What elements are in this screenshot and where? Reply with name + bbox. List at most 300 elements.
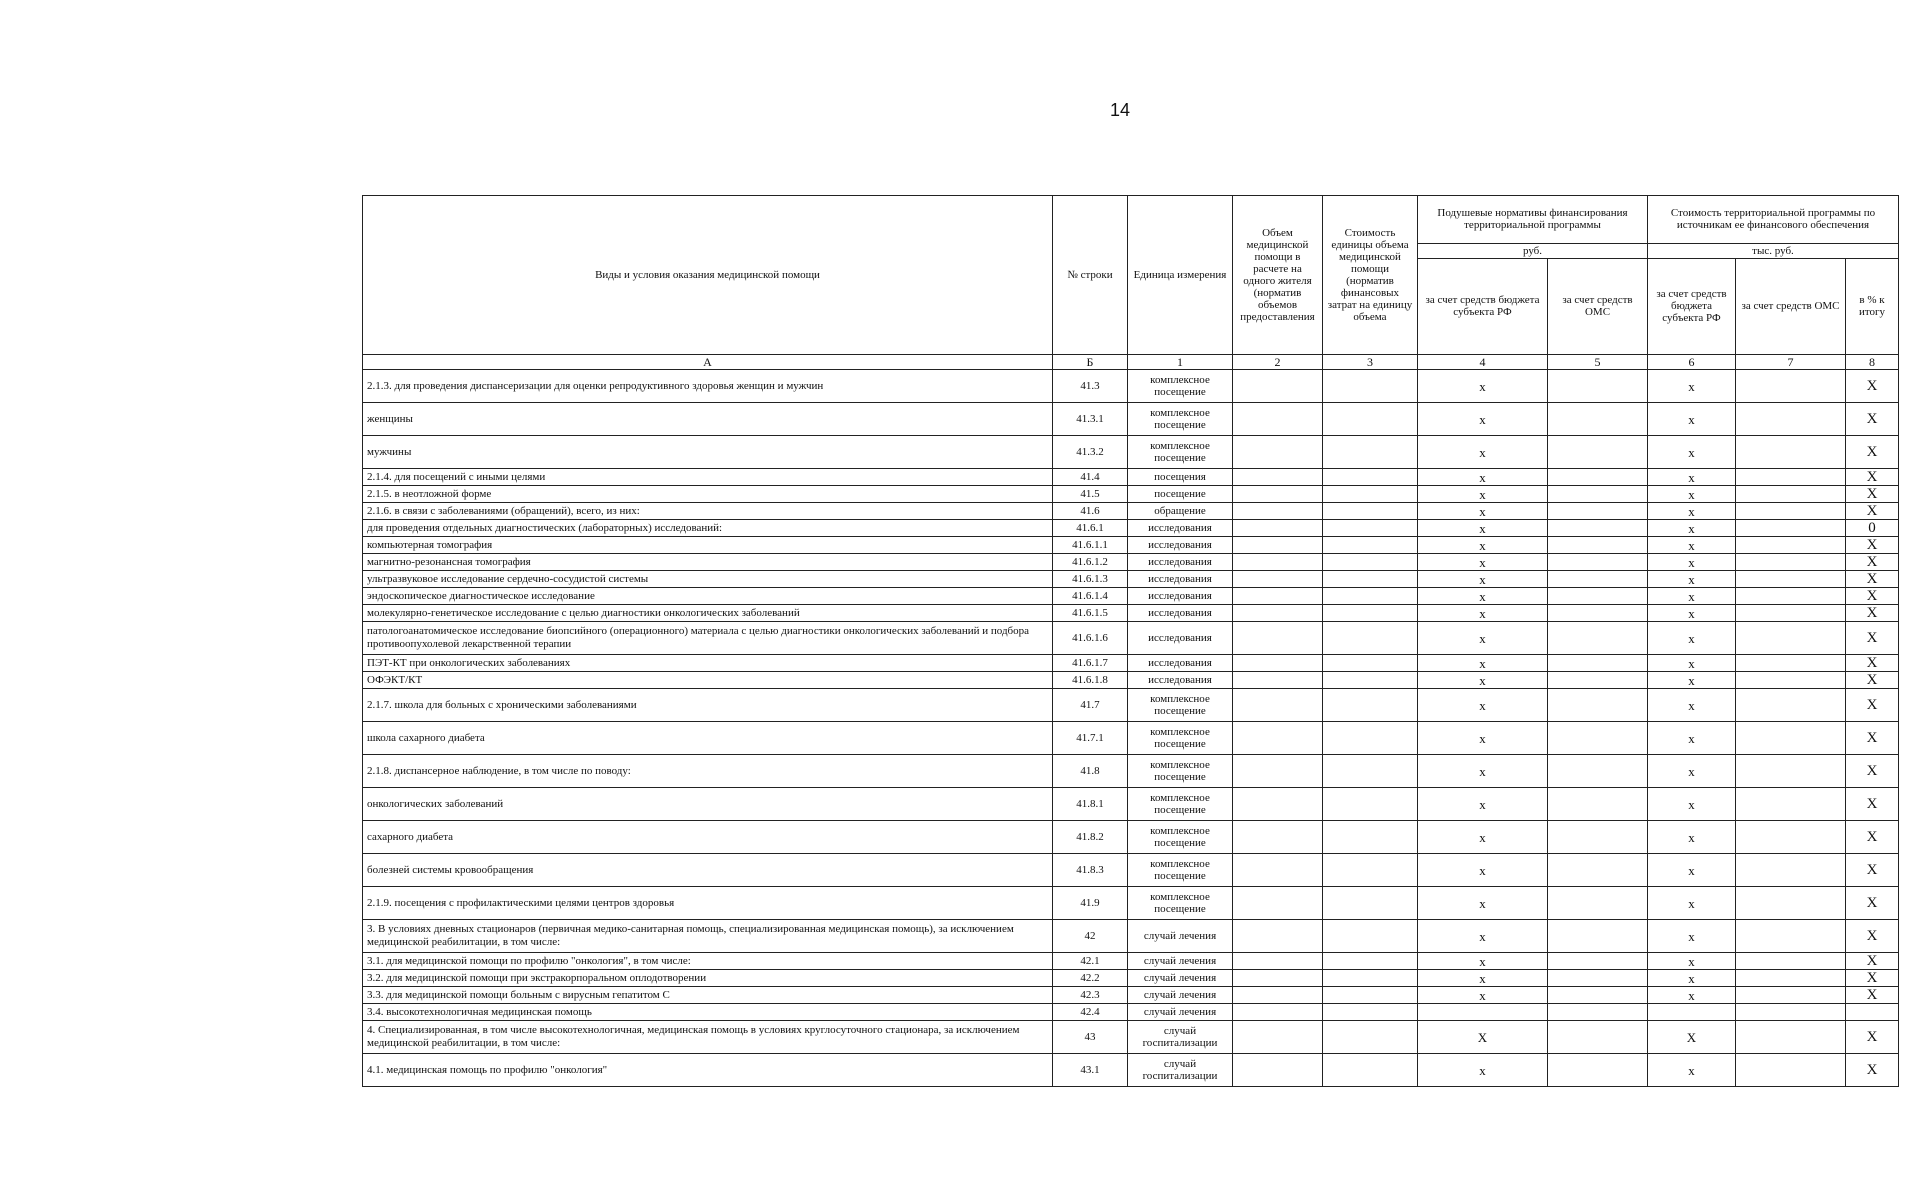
row-col-6: x (1648, 588, 1736, 605)
row-col-7 (1736, 537, 1846, 554)
row-col-6: X (1648, 1021, 1736, 1054)
row-unit: исследования (1128, 520, 1233, 537)
table-row (363, 655, 1899, 672)
row-col-4: x (1418, 755, 1548, 788)
header-index-row (363, 355, 1899, 370)
row-col-7 (1736, 588, 1846, 605)
row-number: 42.1 (1053, 953, 1128, 970)
row-number: 41.3 (1053, 370, 1128, 403)
row-col-4: x (1418, 486, 1548, 503)
row-col-6: x (1648, 571, 1736, 588)
header-col-6: за счет средств бюджета субъекта РФ (1648, 258, 1736, 354)
row-col-7 (1736, 622, 1846, 655)
row-col-8: X (1846, 722, 1899, 755)
row-col-3 (1323, 469, 1418, 486)
row-col-4: x (1418, 689, 1548, 722)
row-col-2 (1233, 469, 1323, 486)
row-name: патологоанатомическое исследование биопсийного (операционного) материала с целью диагностики онкологических заболеваний и подбора противоопухолевой лекарственной терапии (363, 622, 1053, 655)
row-col-7 (1736, 503, 1846, 520)
row-col-7 (1736, 370, 1846, 403)
row-col-8: X (1846, 469, 1899, 486)
row-col-4: x (1418, 622, 1548, 655)
row-unit: комплексное посещение (1128, 722, 1233, 755)
row-col-7 (1736, 987, 1846, 1004)
row-col-7 (1736, 554, 1846, 571)
row-col-6: x (1648, 403, 1736, 436)
row-col-5 (1548, 469, 1648, 486)
row-col-2 (1233, 554, 1323, 571)
row-name: 2.1.7. школа для больных с хроническими заболеваниями (363, 689, 1053, 722)
row-col-8: X (1846, 672, 1899, 689)
table-row (363, 571, 1899, 588)
row-col-5 (1548, 503, 1648, 520)
row-col-5 (1548, 622, 1648, 655)
row-col-6: x (1648, 520, 1736, 537)
row-number: 41.9 (1053, 887, 1128, 920)
row-unit: исследования (1128, 622, 1233, 655)
row-col-3 (1323, 605, 1418, 622)
row-unit: комплексное посещение (1128, 755, 1233, 788)
row-unit: случай лечения (1128, 987, 1233, 1004)
row-col-3 (1323, 854, 1418, 887)
row-col-3 (1323, 537, 1418, 554)
row-col-7 (1736, 722, 1846, 755)
table-row (363, 1021, 1899, 1054)
index-7: 7 (1736, 355, 1846, 370)
row-unit: комплексное посещение (1128, 854, 1233, 887)
row-name: 4.1. медицинская помощь по профилю "онкология" (363, 1054, 1053, 1087)
table-row (363, 469, 1899, 486)
row-col-5 (1548, 672, 1648, 689)
table-row (363, 537, 1899, 554)
row-col-3 (1323, 622, 1418, 655)
program-table-container (362, 195, 1898, 1087)
row-col-8: X (1846, 987, 1899, 1004)
row-col-3 (1323, 887, 1418, 920)
row-number: 41.6.1.5 (1053, 605, 1128, 622)
row-col-4: x (1418, 403, 1548, 436)
row-col-8: X (1846, 755, 1899, 788)
row-col-7 (1736, 1021, 1846, 1054)
row-col-2 (1233, 605, 1323, 622)
row-number: 41.4 (1053, 469, 1128, 486)
row-name: 2.1.3. для проведения диспансеризации для оценки репродуктивного здоровья женщин и мужчин (363, 370, 1053, 403)
row-col-6: x (1648, 605, 1736, 622)
row-col-8: 0 (1846, 520, 1899, 537)
table-row (363, 755, 1899, 788)
row-name: ПЭТ-КТ при онкологических заболеваниях (363, 655, 1053, 672)
row-col-7 (1736, 655, 1846, 672)
row-col-3 (1323, 370, 1418, 403)
row-col-6: x (1648, 821, 1736, 854)
row-col-3 (1323, 403, 1418, 436)
row-col-4: x (1418, 520, 1548, 537)
row-col-3 (1323, 821, 1418, 854)
row-col-6: x (1648, 953, 1736, 970)
row-col-8: X (1846, 537, 1899, 554)
row-col-3 (1323, 486, 1418, 503)
row-col-8: X (1846, 622, 1899, 655)
row-col-8: X (1846, 1054, 1899, 1087)
row-col-4 (1418, 1004, 1548, 1021)
row-col-8: X (1846, 588, 1899, 605)
row-col-6: x (1648, 689, 1736, 722)
row-col-8: X (1846, 605, 1899, 622)
row-col-3 (1323, 520, 1418, 537)
row-col-6: x (1648, 1054, 1736, 1087)
row-col-2 (1233, 689, 1323, 722)
row-col-2 (1233, 987, 1323, 1004)
row-name: магнитно-резонансная томография (363, 554, 1053, 571)
row-col-4: x (1418, 672, 1548, 689)
row-name: 4. Специализированная, в том числе высокотехнологичная, медицинская помощь в условиях круглосуточного стационара, за исключением медицинской реабилитации, в том числе: (363, 1021, 1053, 1054)
row-number: 41.3.1 (1053, 403, 1128, 436)
row-col-7 (1736, 788, 1846, 821)
row-col-4: x (1418, 821, 1548, 854)
row-number: 42 (1053, 920, 1128, 953)
row-name: ультразвуковое исследование сердечно-сосудистой системы (363, 571, 1053, 588)
row-col-3 (1323, 1054, 1418, 1087)
row-col-6: x (1648, 436, 1736, 469)
row-col-8: X (1846, 403, 1899, 436)
row-col-8: X (1846, 788, 1899, 821)
row-col-2 (1233, 1004, 1323, 1021)
row-col-8: X (1846, 370, 1899, 403)
row-col-7 (1736, 953, 1846, 970)
row-col-2 (1233, 970, 1323, 987)
row-col-6: x (1648, 537, 1736, 554)
row-unit: комплексное посещение (1128, 887, 1233, 920)
row-col-5 (1548, 1054, 1648, 1087)
table-body (363, 370, 1899, 1087)
row-col-5 (1548, 1021, 1648, 1054)
row-unit: посещение (1128, 486, 1233, 503)
header-col-1: Единица измерения (1128, 196, 1233, 355)
row-col-3 (1323, 554, 1418, 571)
row-col-6: x (1648, 503, 1736, 520)
row-name: 3.2. для медицинской помощи при экстракорпоральном оплодотворении (363, 970, 1053, 987)
row-col-8: X (1846, 920, 1899, 953)
row-unit: случай лечения (1128, 970, 1233, 987)
index-2: 2 (1233, 355, 1323, 370)
row-col-5 (1548, 953, 1648, 970)
row-col-5 (1548, 689, 1648, 722)
table-row (363, 486, 1899, 503)
row-col-3 (1323, 655, 1418, 672)
row-col-8: X (1846, 821, 1899, 854)
row-col-4: X (1418, 1021, 1548, 1054)
row-col-7 (1736, 1054, 1846, 1087)
header-group-cost-unit: тыс. руб. (1648, 243, 1899, 258)
row-col-4: x (1418, 588, 1548, 605)
row-col-5 (1548, 887, 1648, 920)
row-col-2 (1233, 520, 1323, 537)
row-col-6: x (1648, 854, 1736, 887)
header-group-norm: Подушевые нормативы финансирования территориальной программы (1418, 196, 1648, 244)
row-col-2 (1233, 821, 1323, 854)
row-col-6: x (1648, 920, 1736, 953)
index-3: 3 (1323, 355, 1418, 370)
row-unit: комплексное посещение (1128, 370, 1233, 403)
row-col-5 (1548, 755, 1648, 788)
row-col-2 (1233, 655, 1323, 672)
row-number: 41.6.1.6 (1053, 622, 1128, 655)
row-col-5 (1548, 605, 1648, 622)
row-col-6: x (1648, 887, 1736, 920)
row-name: компьютерная томография (363, 537, 1053, 554)
row-number: 41.5 (1053, 486, 1128, 503)
index-a: А (363, 355, 1053, 370)
row-col-5 (1548, 788, 1648, 821)
row-name: ОФЭКТ/КТ (363, 672, 1053, 689)
row-col-4: x (1418, 854, 1548, 887)
row-unit: случай лечения (1128, 1004, 1233, 1021)
row-col-4: x (1418, 655, 1548, 672)
row-col-8: X (1846, 503, 1899, 520)
row-unit: случай лечения (1128, 920, 1233, 953)
row-col-7 (1736, 469, 1846, 486)
row-col-6: x (1648, 788, 1736, 821)
row-col-7 (1736, 436, 1846, 469)
row-col-5 (1548, 920, 1648, 953)
row-unit: комплексное посещение (1128, 403, 1233, 436)
row-col-2 (1233, 537, 1323, 554)
row-col-3 (1323, 503, 1418, 520)
row-unit: исследования (1128, 672, 1233, 689)
row-col-2 (1233, 1054, 1323, 1087)
row-col-3 (1323, 1004, 1418, 1021)
row-col-4: x (1418, 987, 1548, 1004)
table-row (363, 887, 1899, 920)
row-number: 41.6.1 (1053, 520, 1128, 537)
row-number: 41.6.1.4 (1053, 588, 1128, 605)
row-col-7 (1736, 486, 1846, 503)
row-col-7 (1736, 887, 1846, 920)
row-col-7 (1736, 403, 1846, 436)
row-col-3 (1323, 953, 1418, 970)
row-unit: посещения (1128, 469, 1233, 486)
row-col-4: x (1418, 1054, 1548, 1087)
row-col-5 (1548, 854, 1648, 887)
row-col-6: x (1648, 622, 1736, 655)
row-number: 41.8.1 (1053, 788, 1128, 821)
row-col-7 (1736, 672, 1846, 689)
row-number: 41.6.1.1 (1053, 537, 1128, 554)
row-col-4: x (1418, 605, 1548, 622)
row-unit: комплексное посещение (1128, 788, 1233, 821)
row-col-3 (1323, 436, 1418, 469)
row-col-2 (1233, 622, 1323, 655)
row-unit: исследования (1128, 537, 1233, 554)
table-row (363, 503, 1899, 520)
table-header (363, 196, 1899, 370)
row-number: 41.8.2 (1053, 821, 1128, 854)
row-number: 41.6.1.8 (1053, 672, 1128, 689)
row-col-8: X (1846, 1021, 1899, 1054)
row-col-5 (1548, 436, 1648, 469)
header-col-4: за счет средств бюджета субъекта РФ (1418, 258, 1548, 354)
table-row (363, 722, 1899, 755)
row-name: 2.1.9. посещения с профилактическими целями центров здоровья (363, 887, 1053, 920)
table-row (363, 1004, 1899, 1021)
row-name: 3.4. высокотехнологичная медицинская помощь (363, 1004, 1053, 1021)
row-col-3 (1323, 571, 1418, 588)
row-name: 3. В условиях дневных стационаров (первичная медико-санитарная помощь, специализированная медицинская помощь), за исключением медицинской реабилитации, в том числе: (363, 920, 1053, 953)
row-col-5 (1548, 370, 1648, 403)
row-name: сахарного диабета (363, 821, 1053, 854)
index-b: Б (1053, 355, 1128, 370)
row-number: 42.2 (1053, 970, 1128, 987)
row-number: 41.6.1.2 (1053, 554, 1128, 571)
row-col-4: x (1418, 503, 1548, 520)
row-col-6: x (1648, 722, 1736, 755)
row-col-8: X (1846, 486, 1899, 503)
row-name: мужчины (363, 436, 1053, 469)
row-unit: комплексное посещение (1128, 689, 1233, 722)
table-row (363, 370, 1899, 403)
row-col-8: X (1846, 554, 1899, 571)
header-col-7: за счет средств ОМС (1736, 258, 1846, 354)
header-col-b: № строки (1053, 196, 1128, 355)
row-number: 41.6.1.3 (1053, 571, 1128, 588)
row-col-7 (1736, 571, 1846, 588)
row-col-5 (1548, 554, 1648, 571)
row-col-5 (1548, 486, 1648, 503)
row-col-4: x (1418, 953, 1548, 970)
row-col-2 (1233, 672, 1323, 689)
row-col-8: X (1846, 571, 1899, 588)
row-col-2 (1233, 920, 1323, 953)
row-col-2 (1233, 403, 1323, 436)
row-col-6: x (1648, 755, 1736, 788)
row-col-5 (1548, 970, 1648, 987)
row-number: 41.6 (1053, 503, 1128, 520)
row-name: 2.1.6. в связи с заболеваниями (обращений), всего, из них: (363, 503, 1053, 520)
row-col-6: x (1648, 554, 1736, 571)
table-row (363, 920, 1899, 953)
row-name: 3.3. для медицинской помощи больным с вирусным гепатитом С (363, 987, 1053, 1004)
row-col-6: x (1648, 370, 1736, 403)
row-col-3 (1323, 788, 1418, 821)
row-col-4: x (1418, 436, 1548, 469)
row-col-2 (1233, 436, 1323, 469)
row-col-8: X (1846, 436, 1899, 469)
row-unit: комплексное посещение (1128, 821, 1233, 854)
row-col-3 (1323, 755, 1418, 788)
row-col-2 (1233, 486, 1323, 503)
table-row (363, 953, 1899, 970)
row-unit: случай лечения (1128, 953, 1233, 970)
row-col-4: x (1418, 469, 1548, 486)
table-row (363, 689, 1899, 722)
table-row (363, 520, 1899, 537)
row-col-5 (1548, 722, 1648, 755)
row-col-2 (1233, 788, 1323, 821)
index-1: 1 (1128, 355, 1233, 370)
table-row (363, 1054, 1899, 1087)
row-unit: исследования (1128, 655, 1233, 672)
row-number: 41.8 (1053, 755, 1128, 788)
row-col-2 (1233, 503, 1323, 520)
row-col-7 (1736, 520, 1846, 537)
row-col-7 (1736, 970, 1846, 987)
index-5: 5 (1548, 355, 1648, 370)
row-unit: исследования (1128, 588, 1233, 605)
header-col-8: в % к итогу (1846, 258, 1899, 354)
row-number: 41.6.1.7 (1053, 655, 1128, 672)
row-name: эндоскопическое диагностическое исследование (363, 588, 1053, 605)
row-col-4: x (1418, 554, 1548, 571)
row-col-5 (1548, 1004, 1648, 1021)
row-col-5 (1548, 588, 1648, 605)
row-number: 41.7 (1053, 689, 1128, 722)
row-col-5 (1548, 655, 1648, 672)
row-col-4: x (1418, 370, 1548, 403)
row-col-7 (1736, 821, 1846, 854)
index-6: 6 (1648, 355, 1736, 370)
row-col-5 (1548, 571, 1648, 588)
row-col-6: x (1648, 469, 1736, 486)
header-col-5: за счет средств ОМС (1548, 258, 1648, 354)
table-row (363, 788, 1899, 821)
index-4: 4 (1418, 355, 1548, 370)
row-col-6: x (1648, 987, 1736, 1004)
row-col-4: x (1418, 887, 1548, 920)
table-row (363, 622, 1899, 655)
row-col-5 (1548, 987, 1648, 1004)
row-name: женщины (363, 403, 1053, 436)
row-unit: случай госпитализации (1128, 1054, 1233, 1087)
row-name: школа сахарного диабета (363, 722, 1053, 755)
index-8: 8 (1846, 355, 1899, 370)
row-col-2 (1233, 370, 1323, 403)
row-col-3 (1323, 1021, 1418, 1054)
table-row (363, 987, 1899, 1004)
row-number: 41.7.1 (1053, 722, 1128, 755)
row-col-2 (1233, 953, 1323, 970)
row-col-8: X (1846, 953, 1899, 970)
row-col-7 (1736, 755, 1846, 788)
row-col-8: X (1846, 655, 1899, 672)
row-name: 2.1.4. для посещений с иными целями (363, 469, 1053, 486)
row-name: 3.1. для медицинской помощи по профилю "онкология", в том числе: (363, 953, 1053, 970)
header-group-cost: Стоимость территориальной программы по источникам ее финансового обеспечения (1648, 196, 1899, 244)
table-row (363, 588, 1899, 605)
row-col-6: x (1648, 970, 1736, 987)
row-col-3 (1323, 987, 1418, 1004)
row-unit: комплексное посещение (1128, 436, 1233, 469)
header-col-3: Стоимость единицы объема медицинской помощи (норматив финансовых затрат на единицу объема (1323, 196, 1418, 355)
row-col-7 (1736, 1004, 1846, 1021)
table-row (363, 605, 1899, 622)
row-name: онкологических заболеваний (363, 788, 1053, 821)
row-number: 41.8.3 (1053, 854, 1128, 887)
row-col-7 (1736, 605, 1846, 622)
table-row (363, 554, 1899, 571)
row-col-6: x (1648, 486, 1736, 503)
header-group-norm-unit: руб. (1418, 243, 1648, 258)
row-col-3 (1323, 588, 1418, 605)
row-col-5 (1548, 537, 1648, 554)
row-col-3 (1323, 672, 1418, 689)
table-row (363, 672, 1899, 689)
row-col-6: x (1648, 672, 1736, 689)
row-col-5 (1548, 821, 1648, 854)
row-col-8: X (1846, 887, 1899, 920)
row-col-2 (1233, 722, 1323, 755)
row-col-8: X (1846, 854, 1899, 887)
table-row (363, 970, 1899, 987)
